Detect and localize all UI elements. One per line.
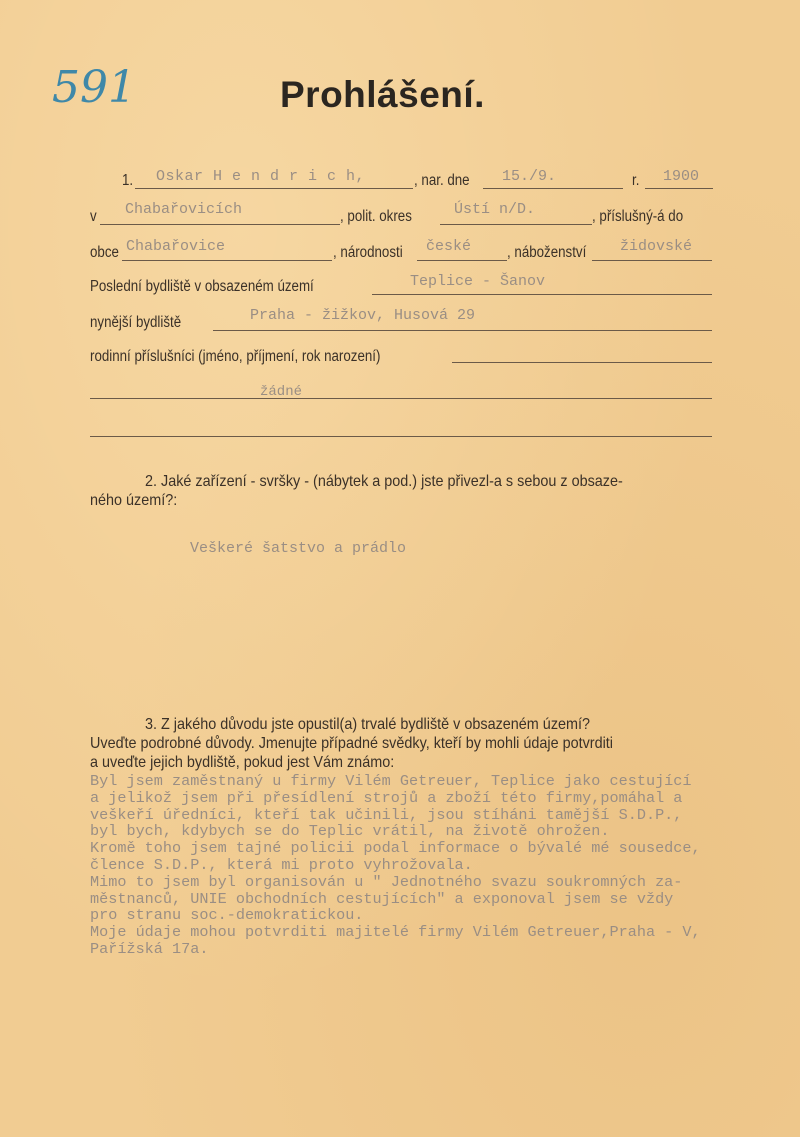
question-2-line-2: ného území?: bbox=[90, 492, 178, 509]
question-3-line-1: 3. Z jakého důvodu jste opustil(a) trvalé bydliště v obsazeném území? bbox=[145, 716, 591, 733]
religion-label: , náboženství bbox=[507, 244, 587, 261]
answer-line: byl bych, kdybych se do Teplic vrátil, na životě ohrožen. bbox=[90, 822, 610, 841]
nationality-line bbox=[417, 260, 507, 261]
in-label: v bbox=[90, 208, 97, 225]
family-members-line-2 bbox=[90, 398, 712, 399]
birth-date-line bbox=[483, 188, 623, 189]
name-field[interactable]: Oskar H e n d r i c h, bbox=[156, 168, 366, 185]
nationality-field[interactable]: české bbox=[426, 238, 472, 255]
nationality-label: , národnosti bbox=[333, 244, 403, 261]
file-number-handwritten: 591 bbox=[52, 62, 136, 113]
belongs-label: , příslušný-á do bbox=[592, 208, 684, 225]
family-members-line-1 bbox=[452, 362, 712, 363]
question-2-answer[interactable]: Veškeré šatstvo a prádlo bbox=[190, 540, 407, 557]
answer-line: městnanců, UNIE obchodních cestujících" a exponoval jsem se vždy bbox=[90, 889, 674, 908]
religion-field[interactable]: židovské bbox=[620, 238, 693, 255]
answer-line: Mimo to jsem byl organisován u " Jednotného svazu soukromných za- bbox=[90, 872, 683, 891]
last-residence-line bbox=[372, 294, 712, 295]
answer-line: Pařížská 17a. bbox=[90, 939, 209, 958]
question-3-answer[interactable] bbox=[90, 773, 701, 958]
family-members-field[interactable]: žádné bbox=[260, 384, 303, 400]
district-line bbox=[440, 224, 592, 225]
birthplace-line bbox=[100, 224, 340, 225]
answer-line: Moje údaje mohou potvrditi majitelé firmy Vilém Getreuer,Praha - V, bbox=[90, 923, 701, 942]
question-3-line-3: a uveďte jejich bydliště, pokud jest Vám známo: bbox=[90, 754, 395, 771]
current-residence-label: nynější bydliště bbox=[90, 314, 182, 331]
district-field[interactable]: Ústí n/D. bbox=[454, 201, 536, 218]
name-field-line bbox=[135, 188, 413, 189]
district-label: , polit. okres bbox=[340, 208, 412, 225]
answer-line: Byl jsem zaměstnaný u firmy Vilém Getreuer, Teplice jako cestující bbox=[90, 772, 692, 790]
religion-line bbox=[592, 260, 712, 261]
item-number-1: 1. bbox=[122, 172, 134, 189]
birthplace-field[interactable]: Chabařovicích bbox=[125, 201, 243, 218]
current-residence-field[interactable]: Praha - žižkov, Husová 29 bbox=[250, 307, 476, 324]
family-members-label: rodinní příslušníci (jméno, příjmení, rok narození) bbox=[90, 348, 381, 365]
page-title: Prohlášení. bbox=[280, 74, 485, 115]
family-members-line-3 bbox=[90, 436, 712, 437]
birth-date-label: , nar. dne bbox=[414, 172, 470, 189]
last-residence-field[interactable]: Teplice - Šanov bbox=[410, 273, 546, 290]
answer-line: veškeří úředníci, kteří tak učinili, jsou stíháni tamější S.D.P., bbox=[90, 805, 683, 824]
year-field[interactable]: 1900 bbox=[663, 168, 700, 185]
year-label: r. bbox=[632, 172, 640, 189]
municipality-label: obce bbox=[90, 244, 119, 261]
year-line bbox=[645, 188, 713, 189]
question-3-line-2: Uveďte podrobné důvody. Jmenujte případné svědky, kteří by mohli údaje potvrditi bbox=[90, 735, 614, 752]
answer-line: člence S.D.P., která mi proto vyhrožovala. bbox=[90, 855, 473, 874]
current-residence-line bbox=[213, 330, 712, 331]
answer-line: a jelikož jsem při přesídlení strojů a zboží této firmy,pomáhal a bbox=[90, 788, 683, 807]
birth-date-field[interactable]: 15./9. bbox=[502, 168, 557, 185]
municipality-line bbox=[122, 260, 332, 261]
answer-line: pro stranu soc.-demokratickou. bbox=[90, 906, 364, 925]
municipality-field[interactable]: Chabařovice bbox=[126, 238, 226, 255]
answer-line: Kromě toho jsem tajné policii podal informace o bývalé mé sousedce, bbox=[90, 839, 701, 858]
last-residence-label: Poslední bydliště v obsazeném území bbox=[90, 278, 314, 295]
question-2-line-1: 2. Jaké zařízení - svršky - (nábytek a pod.) jste přivezl-a s sebou z obsaze- bbox=[145, 473, 623, 490]
